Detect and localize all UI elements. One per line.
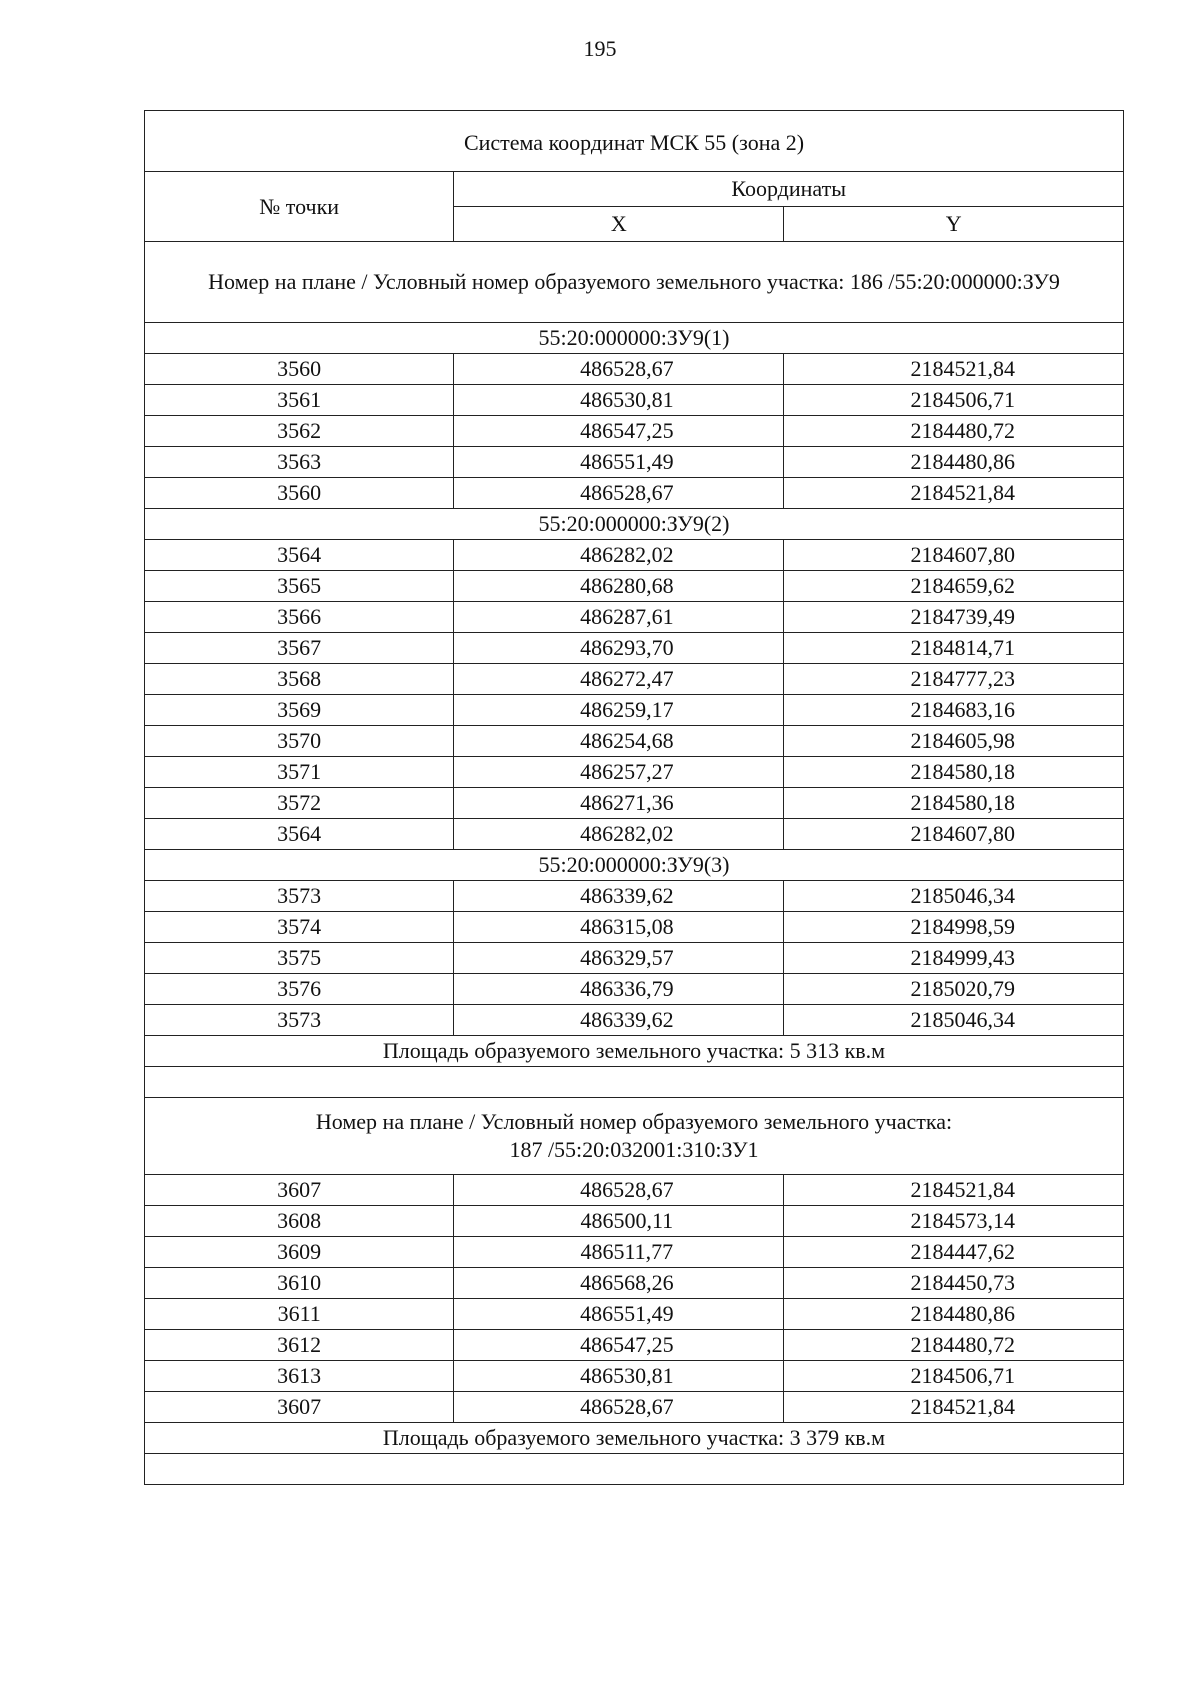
y-coordinate-cell: 2184480,86	[784, 1299, 1124, 1330]
point-number-cell: 3612	[145, 1330, 454, 1361]
y-coordinate-cell: 2184999,43	[784, 943, 1124, 974]
y-coordinate-cell: 2184580,18	[784, 757, 1124, 788]
x-coordinate-cell: 486568,26	[454, 1268, 784, 1299]
point-number-cell: 3611	[145, 1299, 454, 1330]
y-coordinate-cell: 2184521,84	[784, 478, 1124, 509]
point-number-cell: 3567	[145, 633, 454, 664]
page-number: 195	[583, 36, 617, 61]
x-coordinate-cell: 486530,81	[454, 1361, 784, 1392]
y-coordinate-cell: 2184521,84	[784, 1175, 1124, 1206]
table-row	[145, 1206, 1124, 1237]
table-row	[145, 974, 1124, 1005]
y-coordinate-cell: 2184814,71	[784, 633, 1124, 664]
y-coordinate-cell: 2184607,80	[784, 540, 1124, 571]
y-coordinate-cell: 2184450,73	[784, 1268, 1124, 1299]
point-number-cell: 3560	[145, 354, 454, 385]
x-coordinate-cell: 486315,08	[454, 912, 784, 943]
section-label: 55:20:000000:ЗУ9(3)	[145, 850, 1124, 881]
plot-2-title-line-2: 187 /55:20:032001:310:ЗУ1	[509, 1137, 759, 1162]
point-number-cell: 3576	[145, 974, 454, 1005]
point-number-cell: 3565	[145, 571, 454, 602]
x-coordinate-cell: 486254,68	[454, 726, 784, 757]
x-coordinate-cell: 486282,02	[454, 540, 784, 571]
x-coordinate-cell: 486336,79	[454, 974, 784, 1005]
coordinates-header: Координаты	[454, 172, 1124, 207]
plot-2-area: Площадь образуемого земельного участка: 3 379 кв.м	[145, 1423, 1124, 1454]
point-number-cell: 3613	[145, 1361, 454, 1392]
point-number-cell: 3607	[145, 1175, 454, 1206]
x-coordinate-cell: 486282,02	[454, 819, 784, 850]
x-coordinate-cell: 486528,67	[454, 1175, 784, 1206]
x-coordinate-cell: 486528,67	[454, 1392, 784, 1423]
table-row	[145, 1423, 1124, 1454]
y-header: Y	[784, 207, 1124, 242]
y-coordinate-cell: 2184998,59	[784, 912, 1124, 943]
x-coordinate-cell: 486530,81	[454, 385, 784, 416]
coordinates-table-body	[145, 111, 1124, 1485]
table-row	[145, 726, 1124, 757]
y-coordinate-cell: 2184447,62	[784, 1237, 1124, 1268]
point-number-cell: 3574	[145, 912, 454, 943]
table-row	[145, 509, 1124, 540]
point-number-cell: 3575	[145, 943, 454, 974]
point-number-cell: 3569	[145, 695, 454, 726]
section-label: 55:20:000000:ЗУ9(2)	[145, 509, 1124, 540]
empty-cell	[145, 1454, 1124, 1485]
point-number-cell: 3608	[145, 1206, 454, 1237]
table-row	[145, 1036, 1124, 1067]
x-coordinate-cell: 486528,67	[454, 354, 784, 385]
x-coordinate-cell: 486271,36	[454, 788, 784, 819]
point-number-cell: 3561	[145, 385, 454, 416]
y-coordinate-cell: 2184777,23	[784, 664, 1124, 695]
table-row	[145, 571, 1124, 602]
y-coordinate-cell: 2185046,34	[784, 1005, 1124, 1036]
y-coordinate-cell: 2184739,49	[784, 602, 1124, 633]
y-coordinate-cell: 2185046,34	[784, 881, 1124, 912]
coordinates-table	[144, 110, 1124, 1485]
y-coordinate-cell: 2184521,84	[784, 1392, 1124, 1423]
table-row	[145, 788, 1124, 819]
point-number-cell: 3566	[145, 602, 454, 633]
y-coordinate-cell: 2184480,72	[784, 1330, 1124, 1361]
point-number-cell: 3570	[145, 726, 454, 757]
point-number-cell: 3563	[145, 447, 454, 478]
plot-1-title: Номер на плане / Условный номер образуемого земельного участка: 186 /55:20:000000:ЗУ9	[145, 242, 1124, 323]
x-coordinate-cell: 486547,25	[454, 416, 784, 447]
coordinate-system-title: Система координат МСК 55 (зона 2)	[145, 111, 1124, 172]
empty-row	[145, 1067, 1124, 1098]
y-coordinate-cell: 2184521,84	[784, 354, 1124, 385]
table-row	[145, 416, 1124, 447]
point-number-cell: 3560	[145, 478, 454, 509]
point-number-cell: 3562	[145, 416, 454, 447]
x-coordinate-cell: 486272,47	[454, 664, 784, 695]
table-row	[145, 323, 1124, 354]
table-row	[145, 1299, 1124, 1330]
table-row	[145, 1175, 1124, 1206]
table-row	[145, 695, 1124, 726]
point-number-cell: 3607	[145, 1392, 454, 1423]
table-row	[145, 881, 1124, 912]
table-row	[145, 602, 1124, 633]
table-row	[145, 912, 1124, 943]
y-coordinate-cell: 2184580,18	[784, 788, 1124, 819]
table-row	[145, 1268, 1124, 1299]
x-header: X	[454, 207, 784, 242]
x-coordinate-cell: 486329,57	[454, 943, 784, 974]
table-row	[145, 1361, 1124, 1392]
y-coordinate-cell: 2184506,71	[784, 385, 1124, 416]
empty-row	[145, 1454, 1124, 1485]
table-row	[145, 1392, 1124, 1423]
point-number-cell: 3573	[145, 881, 454, 912]
x-coordinate-cell: 486280,68	[454, 571, 784, 602]
x-coordinate-cell: 486293,70	[454, 633, 784, 664]
coordinates-table-frame	[144, 110, 1124, 1485]
plot-1-area: Площадь образуемого земельного участка: 5 313 кв.м	[145, 1036, 1124, 1067]
y-coordinate-cell: 2184573,14	[784, 1206, 1124, 1237]
x-coordinate-cell: 486528,67	[454, 478, 784, 509]
x-coordinate-cell: 486547,25	[454, 1330, 784, 1361]
y-coordinate-cell: 2184480,72	[784, 416, 1124, 447]
point-number-cell: 3572	[145, 788, 454, 819]
y-coordinate-cell: 2184607,80	[784, 819, 1124, 850]
x-coordinate-cell: 486259,17	[454, 695, 784, 726]
x-coordinate-cell: 486551,49	[454, 1299, 784, 1330]
table-row	[145, 819, 1124, 850]
section-label: 55:20:000000:ЗУ9(1)	[145, 323, 1124, 354]
y-coordinate-cell: 2184659,62	[784, 571, 1124, 602]
x-coordinate-cell: 486500,11	[454, 1206, 784, 1237]
table-row	[145, 1005, 1124, 1036]
point-number-cell: 3564	[145, 819, 454, 850]
table-row	[145, 1330, 1124, 1361]
y-coordinate-cell: 2184506,71	[784, 1361, 1124, 1392]
x-coordinate-cell: 486511,77	[454, 1237, 784, 1268]
point-number-cell: 3571	[145, 757, 454, 788]
point-number-cell: 3609	[145, 1237, 454, 1268]
table-row	[145, 385, 1124, 416]
point-number-cell: 3610	[145, 1268, 454, 1299]
table-row	[145, 633, 1124, 664]
table-row	[145, 478, 1124, 509]
table-row	[145, 1237, 1124, 1268]
x-coordinate-cell: 486339,62	[454, 1005, 784, 1036]
empty-cell	[145, 1067, 1124, 1098]
point-number-header: № точки	[145, 172, 454, 242]
table-row	[145, 943, 1124, 974]
plot-2-title-line-1: Номер на плане / Условный номер образуемого земельного участка:	[315, 1109, 953, 1134]
table-row	[145, 1098, 1124, 1175]
table-row	[145, 664, 1124, 695]
y-coordinate-cell: 2185020,79	[784, 974, 1124, 1005]
x-coordinate-cell: 486287,61	[454, 602, 784, 633]
table-row	[145, 850, 1124, 881]
table-row	[145, 447, 1124, 478]
point-number-cell: 3573	[145, 1005, 454, 1036]
table-row	[145, 757, 1124, 788]
table-row	[145, 354, 1124, 385]
table-row	[145, 540, 1124, 571]
point-number-cell: 3564	[145, 540, 454, 571]
x-coordinate-cell: 486551,49	[454, 447, 784, 478]
x-coordinate-cell: 486257,27	[454, 757, 784, 788]
plot-2-title	[145, 1098, 1124, 1175]
y-coordinate-cell: 2184683,16	[784, 695, 1124, 726]
point-number-cell: 3568	[145, 664, 454, 695]
y-coordinate-cell: 2184480,86	[784, 447, 1124, 478]
y-coordinate-cell: 2184605,98	[784, 726, 1124, 757]
x-coordinate-cell: 486339,62	[454, 881, 784, 912]
